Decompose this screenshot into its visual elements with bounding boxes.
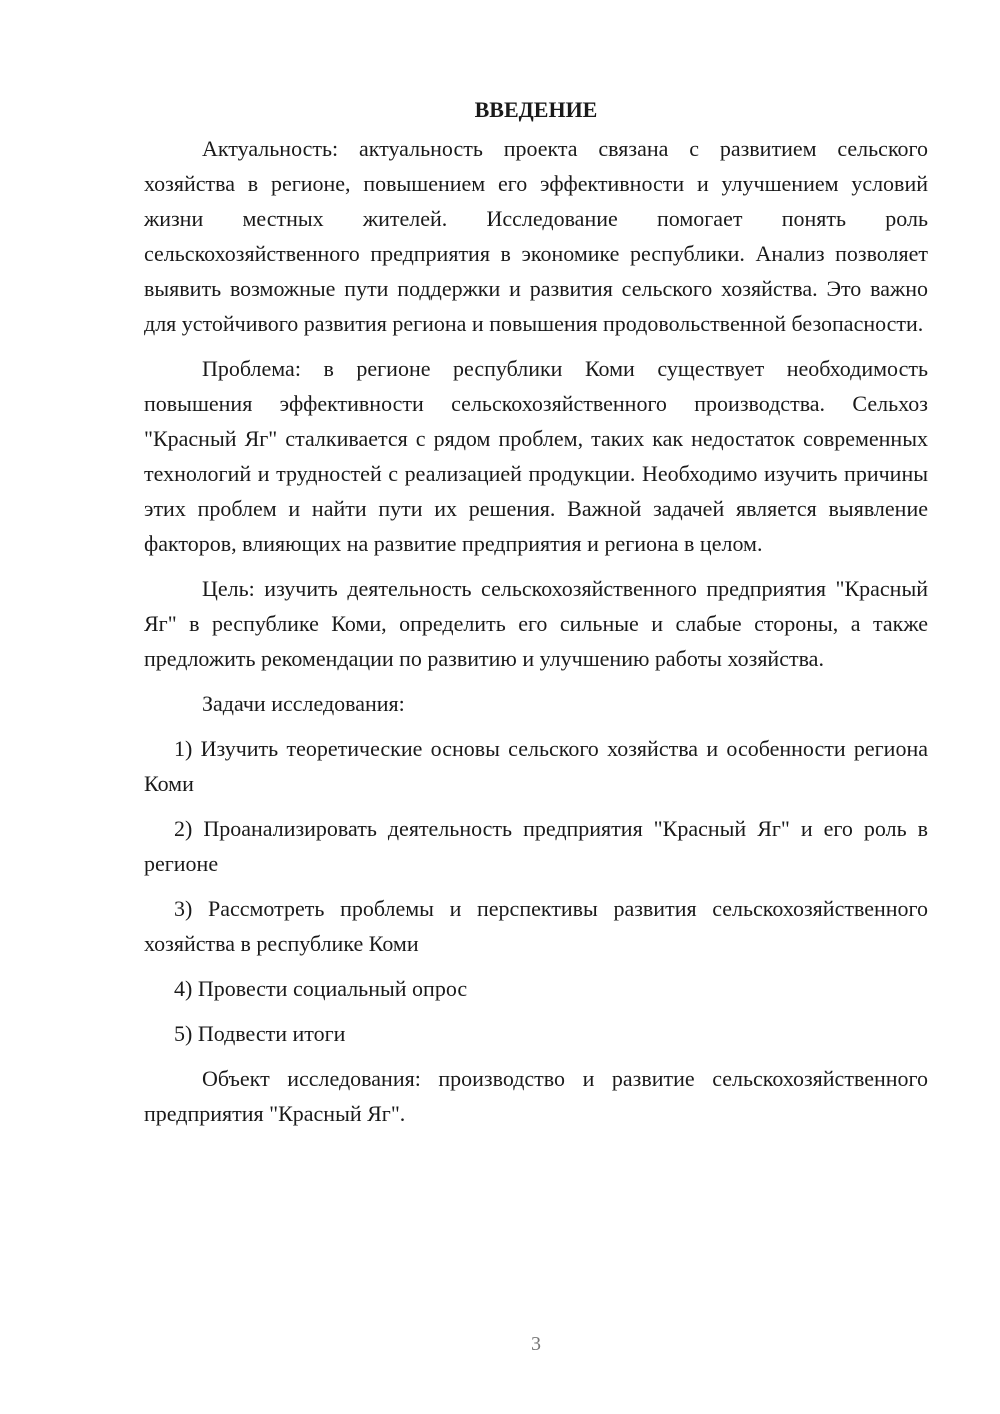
page-number: 3 xyxy=(531,1333,541,1355)
relevance-paragraph: Актуальность: актуальность проекта связана с развитием сельского хозяйства в регионе, повышением его эффективности и улучшением условий жизни местных жителей. Исследование помогает понять роль сельскохозяйственного предприятия в экономике республики. Анализ позволяет выявить возможные пути поддержки и развития сельского хозяйства. Это важно для устойчивого развития региона и повышения продовольственной безопасности. xyxy=(144,136,928,336)
object-paragraph: Объект исследования: производство и развитие сельскохозяйственного предприятия "Красный Яг". xyxy=(144,1066,928,1126)
task-item: 1) Изучить теоретические основы сельского хозяйства и особенности региона Коми xyxy=(144,736,928,796)
section-heading: ВВЕДЕНИЕ xyxy=(474,97,598,122)
task-item: 3) Рассмотреть проблемы и перспективы развития сельскохозяйственного хозяйства в республике Коми xyxy=(144,896,928,956)
task-item: 5) Подвести итоги xyxy=(174,1021,346,1046)
task-item: 4) Провести социальный опрос xyxy=(174,976,468,1001)
problem-paragraph: Проблема: в регионе республики Коми существует необходимость повышения эффективности сельскохозяйственного производства. Сельхоз "Красный Яг" сталкивается с рядом проблем, таких как недостаток современных технологий и трудностей с реализацией продукции. Необходимо изучить причины этих проблем и найти пути их решения. Важной задачей является выявление факторов, влияющих на развитие предприятия и региона в целом. xyxy=(144,356,928,556)
tasks-heading: Задачи исследования: xyxy=(202,691,405,716)
document-page xyxy=(144,92,928,1141)
task-item: 2) Проанализировать деятельность предприятия "Красный Яг" и его роль в регионе xyxy=(144,816,928,876)
tasks-list xyxy=(144,731,928,1051)
goal-paragraph: Цель: изучить деятельность сельскохозяйственного предприятия "Красный Яг" в республике Коми, определить его сильные и слабые стороны, а также предложить рекомендации по развитию и улучшению работы хозяйства. xyxy=(144,576,928,671)
